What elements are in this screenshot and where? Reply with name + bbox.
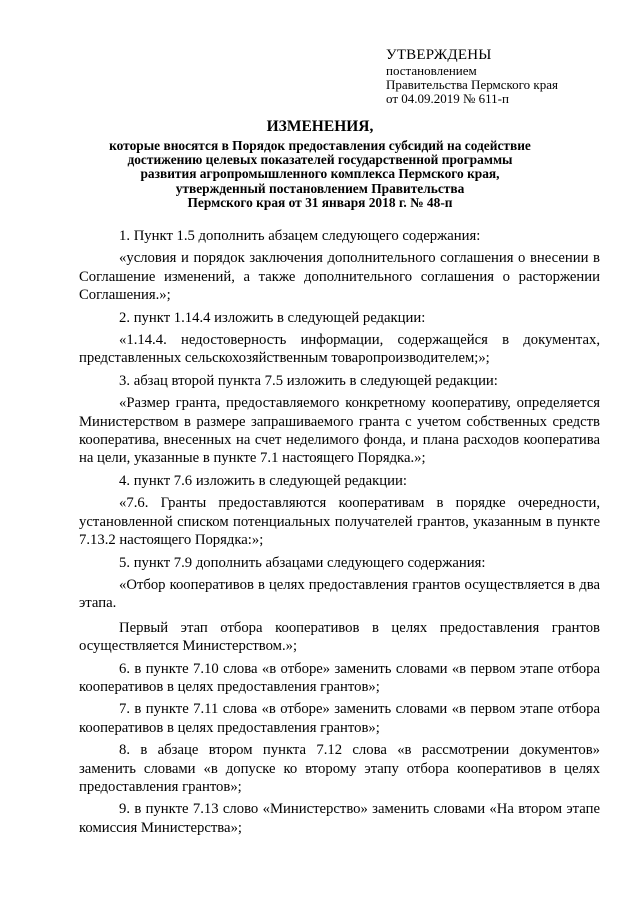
paragraph: «1.14.4. недостоверность информации, содержащейся в документах, представленных сельскохозяйственным товаропроизводителем;»;: [79, 332, 600, 367]
document-body: [79, 227, 600, 837]
paragraph: 9. в пункте 7.13 слово «Министерство» заменить словами «На втором этапе комиссия Министерства»;: [79, 801, 600, 836]
paragraph: «условия и порядок заключения дополнительного соглашения о внесении в Соглашение изменений, а также дополнительного соглашения о расторжении Соглашения.»;: [79, 250, 600, 304]
paragraph: 8. в абзаце втором пункта 7.12 слова «в рассмотрении документов» заменить словами «в допуске ко второму этапу отбора кооперативов в целях предоставления грантов»;: [79, 742, 600, 795]
document-title: ИЗМЕНЕНИЯ,: [266, 118, 374, 135]
subtitle-line: развития агропромышленного комплекса Пермского края,: [140, 166, 500, 182]
paragraph: 2. пункт 1.14.4 изложить в следующей редакции:: [119, 309, 426, 326]
paragraph: 4. пункт 7.6 изложить в следующей редакции:: [119, 472, 407, 489]
subtitle-line: утвержденный постановлением Правительства: [175, 180, 465, 196]
paragraph: Первый этап отбора кооперативов в целях предоставления грантов осуществляется Министерством.»;: [79, 619, 600, 655]
paragraph: «Размер гранта, предоставляемого конкретному кооперативу, определяется Министерством в размере запрашиваемого гранта с учетом собственных средств кооператива, внесенных на счет неделимого фонда, и плана расходов кооператива на цели, указанные в пункте 7.1 настоящего Порядка.»;: [79, 395, 600, 467]
paragraph: 6. в пункте 7.10 слова «в отборе» заменить словами «в первом этапе отбора кооперативов в целях предоставления грантов»;: [79, 660, 600, 695]
approval-line: от 04.09.2019 № 611-п: [386, 91, 509, 106]
paragraph: 3. абзац второй пункта 7.5 изложить в следующей редакции:: [119, 372, 498, 389]
subtitle-line: достижению целевых показателей государственной программы: [127, 152, 513, 168]
document-subtitle: [70, 139, 570, 210]
paragraph: 5. пункт 7.9 дополнить абзацами следующего содержания:: [119, 554, 486, 571]
approval-heading: УТВЕРЖДЕНЫ: [386, 47, 492, 63]
approval-line: постановлением: [386, 63, 477, 78]
paragraph: «7.6. Гранты предоставляются кооперативам в порядке очередности, установленной списком потенциальных получателей грантов, указанным в пункте 7.13.2 настоящего Порядка:»;: [79, 495, 600, 549]
approval-line: Правительства Пермского края: [386, 77, 558, 92]
subtitle-line: Пермского края от 31 января 2018 г. № 48-п: [187, 194, 453, 210]
subtitle-line: которые вносятся в Порядок предоставления субсидий на содействие: [109, 138, 531, 153]
paragraph: «Отбор кооперативов в целях предоставления грантов осуществляется в два этапа.: [79, 576, 600, 612]
paragraph: 1. Пункт 1.5 дополнить абзацем следующего содержания:: [119, 228, 481, 244]
approval-stamp: [386, 47, 626, 106]
paragraph: 7. в пункте 7.11 слова «в отборе» заменить словами «в первом этапе отбора кооперативов в целях предоставления грантов»;: [79, 701, 600, 736]
